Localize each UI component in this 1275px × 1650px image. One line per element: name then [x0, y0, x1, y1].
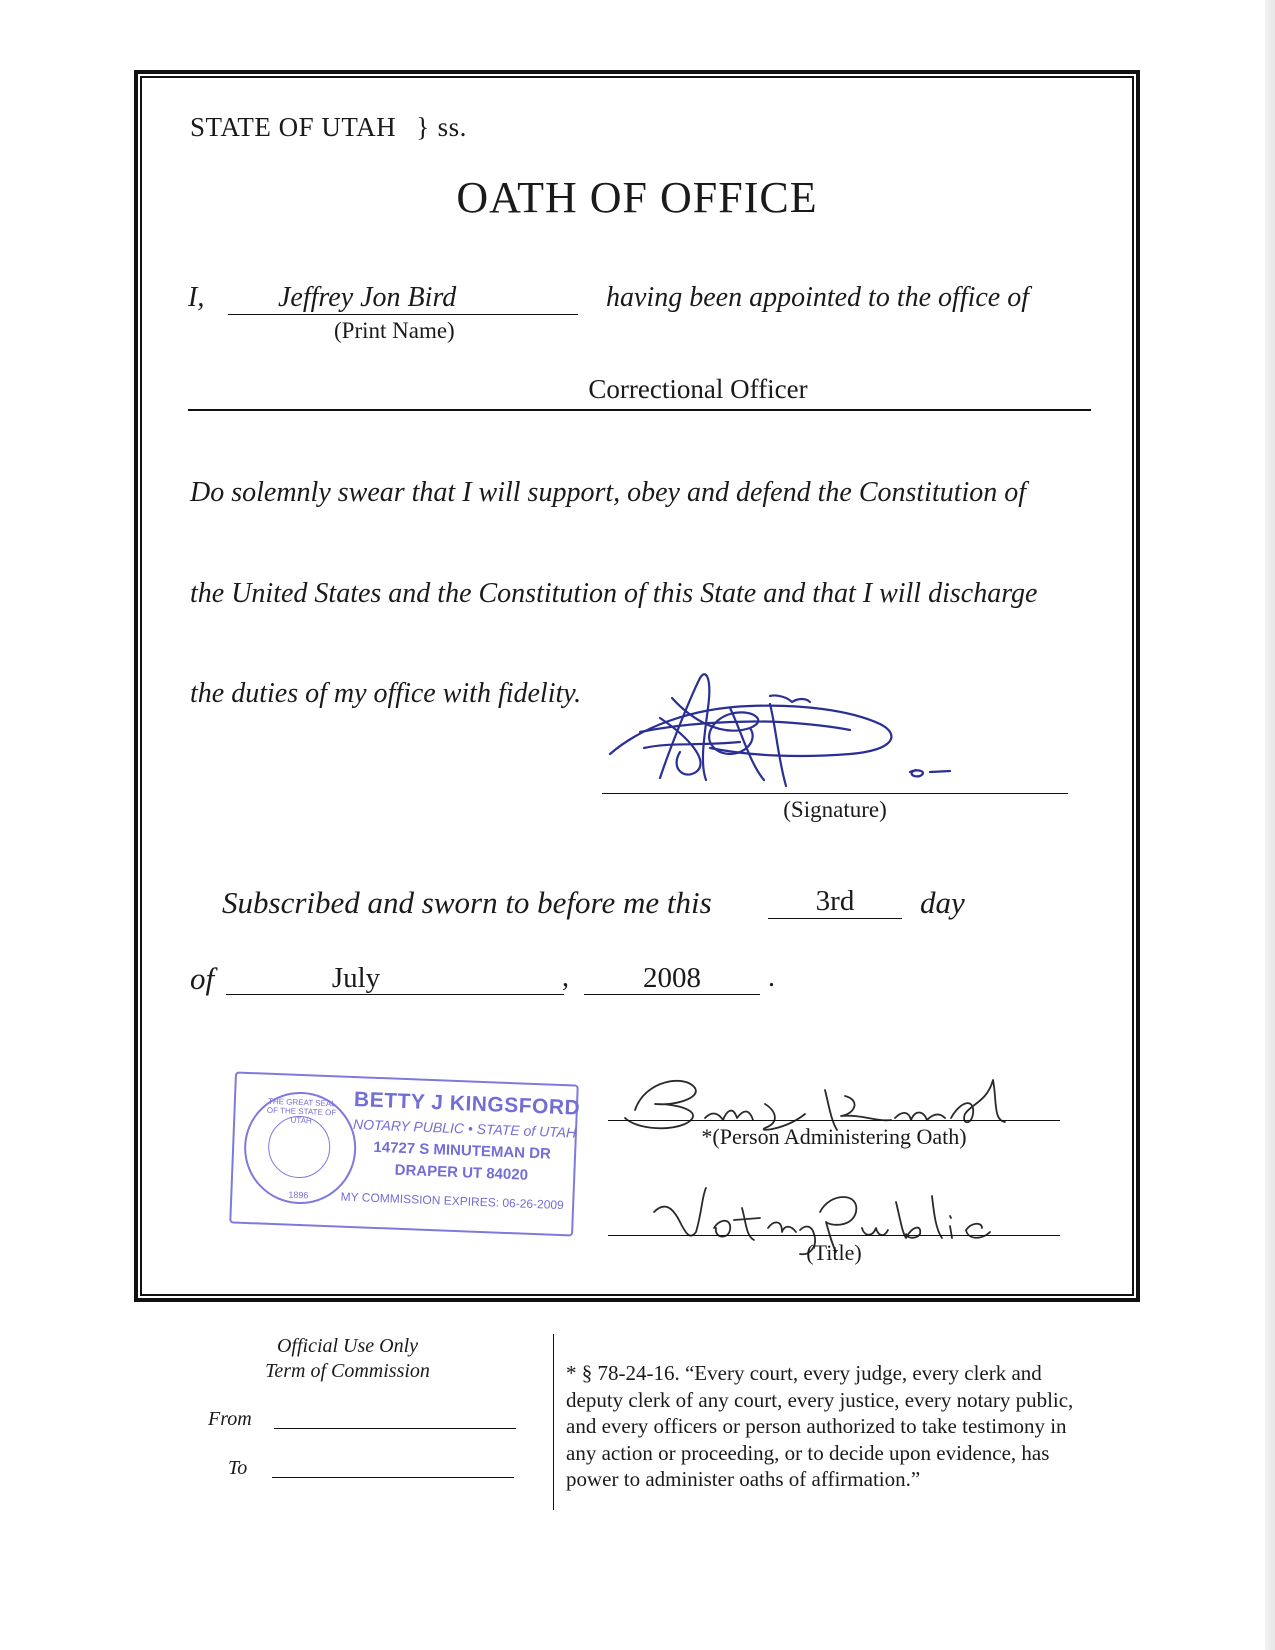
- footer-divider: [553, 1334, 554, 1510]
- office-title: Correctional Officer: [588, 374, 808, 404]
- sworn-day: 3rd: [815, 885, 855, 917]
- stamp-city: DRAPER UT 84020: [394, 1161, 529, 1184]
- date-period: .: [768, 962, 775, 993]
- notary-stamp: [229, 1071, 579, 1236]
- appointed-text: having been appointed to the office of: [606, 282, 1030, 313]
- title-caption: (Title): [806, 1240, 862, 1265]
- sworn-year: 2008: [643, 962, 701, 994]
- ss-abbrev: ss.: [437, 112, 467, 142]
- statute-line: and every officers or person authorized to take testimony in: [566, 1414, 1067, 1438]
- statute-line: power to administer oaths of affirmation.”: [566, 1467, 921, 1491]
- date-comma: ,: [562, 962, 569, 993]
- venue-brace: }: [416, 112, 430, 142]
- page-edge: [1265, 0, 1275, 1650]
- to-field[interactable]: [272, 1477, 514, 1478]
- subscribed-text: Subscribed and sworn to before me this: [222, 885, 712, 920]
- seal-year: 1896: [288, 1189, 309, 1201]
- office-underline: [188, 409, 1091, 411]
- stamp-expiration: MY COMMISSION EXPIRES: 06-26-2009: [340, 1189, 565, 1213]
- administrator-signature-line: [608, 1120, 1060, 1121]
- sworn-month: July: [331, 962, 381, 994]
- venue-line: [190, 112, 467, 143]
- statute-line: * § 78-24-16. “Every court, every judge, every clerk and: [566, 1361, 1042, 1385]
- seal-text: THE GREAT SEAL OF THE STATE OF UTAH: [266, 1096, 337, 1126]
- to-label: To: [228, 1457, 248, 1479]
- administrator-caption: *(Person Administering Oath): [701, 1124, 967, 1149]
- oath-line-3: the duties of my office with fidelity.: [190, 678, 582, 709]
- print-name-caption: (Print Name): [334, 318, 455, 343]
- appointee-signature: [600, 668, 1020, 798]
- document-title: OATH OF OFFICE: [456, 173, 818, 222]
- state-name: STATE OF UTAH: [190, 112, 397, 142]
- from-field[interactable]: [274, 1428, 516, 1429]
- statute-line: any action or proceeding, or to decide upon evidence, has: [566, 1440, 1050, 1465]
- statute-footnote: [566, 1360, 1146, 1493]
- day-word: day: [920, 885, 965, 920]
- signature-caption: (Signature): [783, 797, 887, 822]
- i-label: I,: [188, 282, 205, 313]
- term-of-commission-heading: Term of Commission: [265, 1360, 430, 1382]
- official-use-heading: Official Use Only: [276, 1335, 419, 1357]
- stamp-notary-name: BETTY J KINGSFORD: [353, 1088, 581, 1120]
- oath-line-1: Do solemnly swear that I will support, obey and defend the Constitution of: [190, 477, 1027, 508]
- name-underline: [228, 314, 578, 315]
- signature-line: [602, 793, 1068, 794]
- of-word: of: [190, 961, 215, 996]
- from-label: From: [208, 1408, 252, 1430]
- day-underline: [768, 918, 902, 919]
- title-line: [608, 1235, 1060, 1236]
- appointee-name: Jeffrey Jon Bird: [278, 282, 457, 313]
- statute-line: deputy clerk of any court, every justice, every notary public,: [566, 1387, 1074, 1412]
- stamp-address: 14727 S MINUTEMAN DR: [373, 1138, 552, 1163]
- oath-line-2: the United States and the Constitution of this State and that I will discharge: [190, 578, 1038, 609]
- stamp-notary-title: NOTARY PUBLIC • STATE of UTAH: [352, 1116, 577, 1141]
